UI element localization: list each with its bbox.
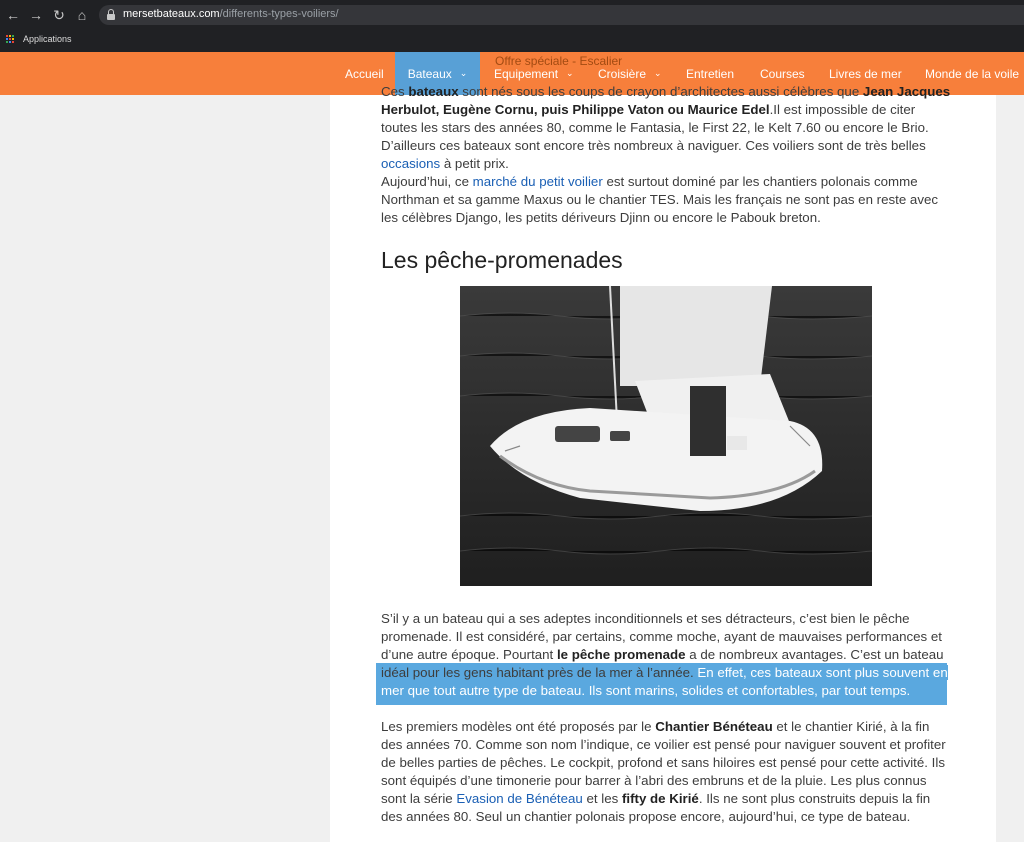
bold-text: Jean Jacques Herbulot, Eugène Cornu, puis Philippe Vaton ou Maurice Edel [381,84,951,117]
link-occasions[interactable]: occasions [381,156,441,171]
nav-item-label: Equipement [494,66,559,81]
back-arrow-icon[interactable]: ← [6,7,20,23]
bold-text: bateaux [408,84,459,99]
bold-text: Chantier Bénéteau [655,719,773,734]
bold-text: le pêche promenade [556,647,686,662]
link-marche-petit-voilier[interactable]: marché du petit voilier [472,174,603,189]
paragraph-peche-promenade [381,610,951,700]
chevron-down-icon: ⌄ [566,68,574,78]
text-run: S’il y a un bateau qui a ses adeptes inconditionnels et ses détracteurs, c’est bien le pêche promenade. Il est considéré, par certains, comme moche, ayant de mauvaises performances et d’une autre époque. Pourtant [381,611,942,662]
paragraph-premiers-modeles [381,718,951,826]
url-text [123,8,339,20]
text-run: et le chantier Kirié, à la fin des années 70. Comme son nom l’indique, ce voilier est pensé pour naviguer souvent et profiter de belles parties de pêches. Le cockpit, profond et sans hiloires est pensé pour cette activité. Ils sont équipés d’une timonerie pour barrer à l’abri des embruns et de la pluie. Les plus connus sont la série [381,719,946,806]
bold-text: fifty de Kirié [621,791,699,806]
link-evasion-beneteau[interactable]: Evasion de Bénéteau [456,791,583,806]
section-heading: Les pêche-promenades [381,247,623,273]
bookmark-apps[interactable] [6,31,72,47]
text-run: .Il est impossible de citer toutes les stars des années 80, comme le Fantasia, le First 22, le Kelt 7.60 ou encore le Brio. D’ailleurs ces bateaux sont encore très nombreux à naviguer. Ces voiliers sont de très belles [381,102,929,153]
bookmarks-bar [0,29,1024,47]
address-row [0,4,1024,26]
text-run: a de nombreux avantages. C’est un bateau idéal pour les gens habitant près de la mer à l’année. [381,647,944,680]
text-run: est surtout dominé par les chantiers polonais comme Northman et sa gamme Maxus ou le chantier TES. Mais les français ne sont pas en reste avec les célèbres Django, les petits dériveurs Djinn ou encore le Pabouk breton. [381,174,939,225]
url-path: /differents-types-voiliers/ [219,8,339,20]
text-run: Ces [381,84,409,99]
text-run: Les premiers modèles ont été proposés par le [381,719,656,734]
article-content [330,84,996,842]
sailboat-photo [460,286,872,586]
forward-arrow-icon[interactable]: → [29,7,43,23]
apps-grid-icon [6,35,15,44]
nav-item-label: Bateaux [407,66,452,81]
text-run: à petit prix. [440,156,509,171]
reload-icon[interactable]: ↻ [53,7,65,23]
nav-item-label: Livres de mer [829,66,902,81]
url-bar[interactable] [99,5,1024,25]
text-run: Aujourd’hui, ce [381,174,473,189]
text-run: sont nés sous les coups de crayon d’architectes aussi célèbres que [458,84,863,99]
nav-item-label: Entretien [686,66,735,81]
lock-icon [107,9,115,19]
text-run: et les [582,791,622,806]
chevron-down-icon: ⌄ [459,68,468,78]
home-icon[interactable]: ⌂ [77,7,87,23]
nav-item-label: Monde de la voile [925,66,1020,81]
nav-item-accueil[interactable] [345,52,384,95]
nav-item-label: Courses [760,66,805,81]
selected-text[interactable]: En effet, ces bateaux sont plus souvent en mer que tout autre type de bateau. Ils sont marins, solides et confortables, par tout temps. [381,665,948,698]
nav-item-label: Accueil [345,66,384,81]
sailboat-illustration [460,286,872,586]
paragraph-marche [381,173,951,227]
ghost-promo-text: Offre spéciale - Escalier [495,54,623,68]
browser-chrome [0,0,1024,52]
bookmark-apps-label: Applications [23,34,72,44]
paragraph-architectes [381,83,951,173]
url-domain: mersetbateaux.com [123,8,220,20]
chevron-down-icon: ⌄ [654,68,662,78]
nav-item-label: Croisière [598,66,647,81]
text-run: . Ils ne sont plus construits depuis la fin des années 80. Seul un chantier polonais propose encore, aujourd’hui, ce type de bateau. [381,791,931,824]
